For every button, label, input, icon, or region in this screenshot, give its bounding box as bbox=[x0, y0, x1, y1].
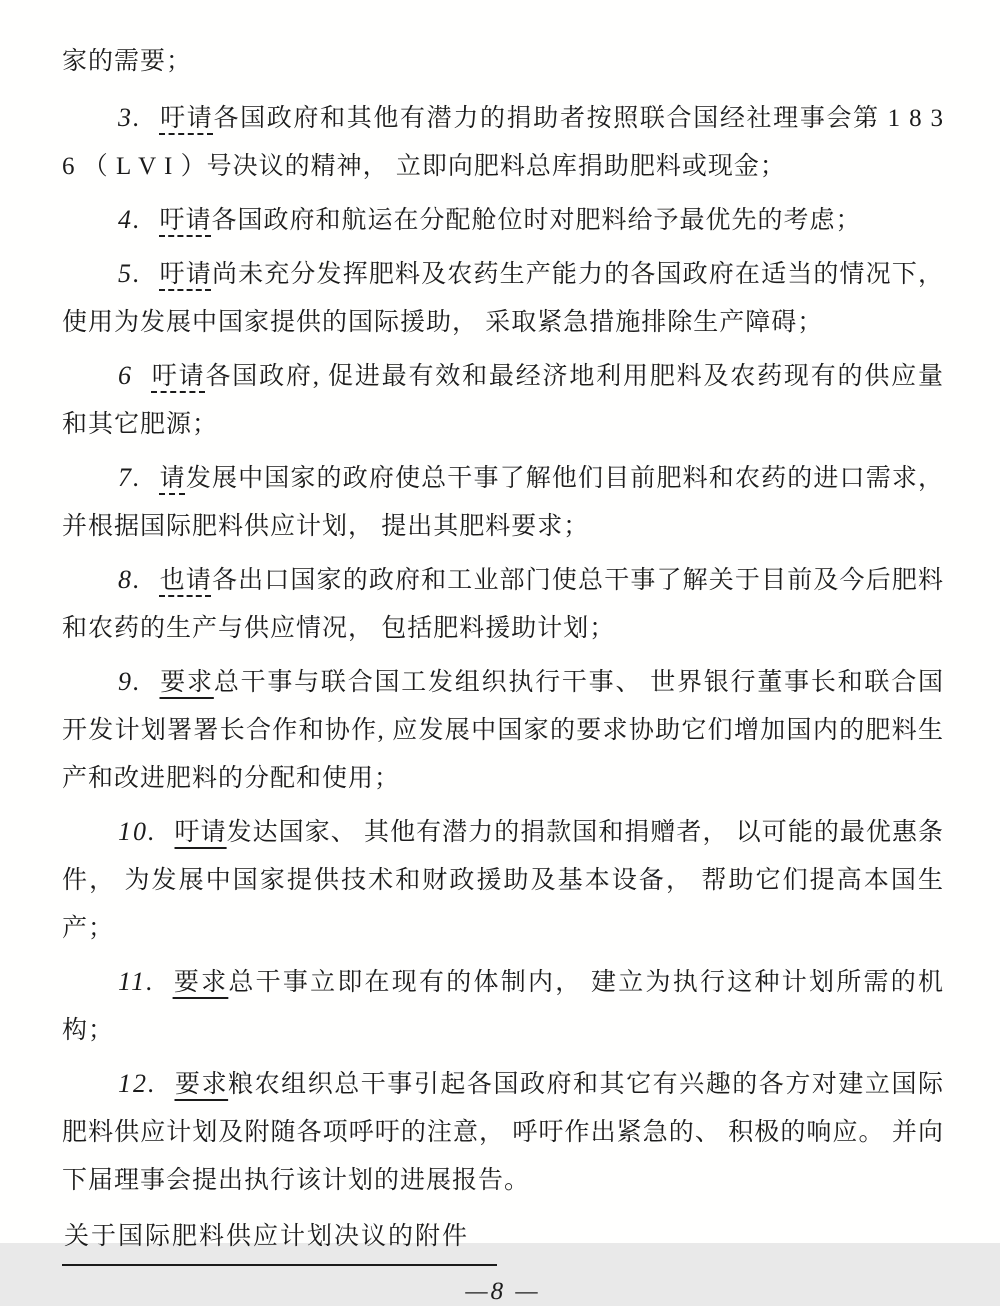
annex-heading: 关于国际肥料供应计划决议的附件 bbox=[62, 1220, 497, 1266]
item-lead-word: 吁请 bbox=[159, 261, 212, 288]
item-lead-word: 吁请 bbox=[174, 819, 227, 846]
resolution-item-5 bbox=[62, 250, 944, 347]
item-lead-word: 吁请 bbox=[159, 207, 212, 234]
item-text: 发展中国家的政府使总干事了解他们目前肥料和农药的进口需求， 并根据国际肥料供应计划， 提出其肥料要求； bbox=[62, 465, 944, 540]
item-lead-word: 吁请 bbox=[151, 363, 206, 390]
item-lead-word: 要求 bbox=[172, 969, 229, 996]
item-number: 10. bbox=[118, 817, 157, 846]
item-number: 7. bbox=[118, 463, 142, 492]
item-text: 总干事立即在现有的体制内， 建立为执行这种计划所需的机构； bbox=[62, 969, 944, 1044]
item-number: 12. bbox=[118, 1069, 157, 1098]
resolution-item-4 bbox=[62, 196, 944, 245]
resolution-item-7 bbox=[62, 454, 944, 551]
resolution-item-8 bbox=[62, 556, 944, 653]
item-lead-word: 吁请 bbox=[159, 105, 214, 132]
annex-heading-row bbox=[62, 1210, 944, 1266]
item-number: 3. bbox=[118, 103, 142, 132]
item-lead-word: 要求 bbox=[174, 1071, 229, 1098]
resolution-item-10 bbox=[62, 808, 944, 953]
item-text: 各出口国家的政府和工业部门使总干事了解关于目前及今后肥料和农药的生产与供应情况， 包括肥料援助计划； bbox=[62, 567, 944, 642]
resolution-item-6 bbox=[62, 352, 944, 449]
resolution-item-12 bbox=[62, 1060, 944, 1205]
page-number: —8 — bbox=[465, 1278, 541, 1305]
item-number: 9. bbox=[118, 667, 142, 696]
item-number: 6 bbox=[118, 361, 133, 390]
item-lead-word: 要求 bbox=[159, 669, 214, 696]
item-text: 各国政府和航运在分配舱位时对肥料给予最优先的考虑； bbox=[211, 207, 862, 234]
item-text: 粮农组织总干事引起各国政府和其它有兴趣的各方对建立国际肥料供应计划及附随各项呼吁的注意， 呼吁作出紧急的、 积极的响应。 并向下届理事会提出执行该计划的进展报告。 bbox=[62, 1071, 944, 1194]
resolution-item-9 bbox=[62, 658, 944, 803]
item-lead-word: 也请 bbox=[159, 567, 212, 594]
item-text: 发达国家、 其他有潜力的捐款国和捐赠者， 以可能的最优惠条件， 为发展中国家提供技术和财政援助及基本设备， 帮助它们提高本国生产； bbox=[62, 819, 944, 942]
item-text: 总干事与联合国工发组织执行干事、 世界银行董事长和联合国开发计划署署长合作和协作, 应发展中国家的要求协助它们增加国内的肥料生产和改进肥料的分配和使用； bbox=[62, 669, 944, 792]
continuation-line: 家的需要； bbox=[62, 48, 193, 75]
item-text: 各国政府和其他有潜力的捐助者按照联合国经社理事会第 1 8 3 6 （ L V I ）号决议的精神， 立即向肥料总库捐助肥料或现金； bbox=[62, 105, 944, 180]
resolution-item-3 bbox=[62, 94, 944, 191]
item-number: 4. bbox=[118, 205, 142, 234]
item-number: 5. bbox=[118, 259, 142, 288]
item-number: 11. bbox=[118, 967, 155, 996]
item-number: 8. bbox=[118, 565, 142, 594]
resolution-item-11 bbox=[62, 958, 944, 1055]
item-lead-word: 请 bbox=[159, 465, 186, 492]
item-text: 各国政府, 促进最有效和最经济地利用肥料及农药现有的供应量和其它肥源； bbox=[62, 363, 944, 438]
item-text: 尚未充分发挥肥料及农药生产能力的各国政府在适当的情况下， 使用为发展中国家提供的国际援助， 采取紧急措施排除生产障碍； bbox=[62, 261, 944, 336]
